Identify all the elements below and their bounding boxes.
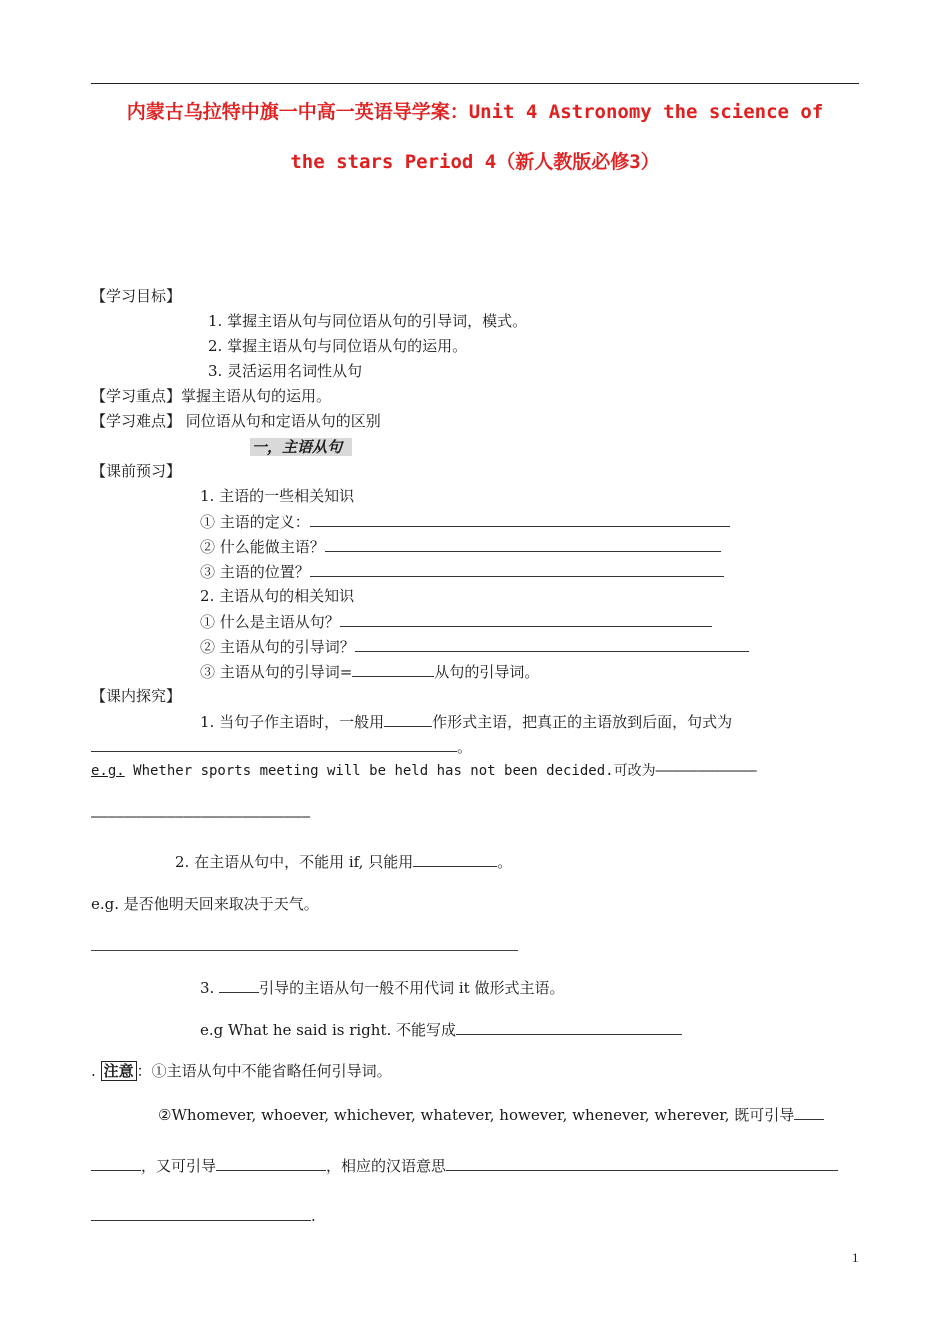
header-rule <box>91 83 859 84</box>
example-1-continuation: —————————————————————————— <box>91 809 311 825</box>
answer-blank[interactable] <box>91 1205 311 1221</box>
example-3: e.g What he said is right. 不能写成 <box>200 1019 682 1040</box>
answer-blank[interactable] <box>340 611 712 627</box>
answer-blank[interactable] <box>91 1155 141 1171</box>
key-point: 【学习重点】掌握主语从句的运用。 <box>91 387 332 405</box>
answer-blank[interactable] <box>384 711 432 727</box>
example-1: e.g. Whether sports meeting will be held has not been decided.可改为———————————— <box>91 763 757 779</box>
preview-label: 【课前预习】 <box>91 462 182 480</box>
preview-item-2b: ② 主语从句的引导词？ <box>200 636 749 657</box>
difficulty: 【学习难点】 同位语从句和定语从句的区别 <box>91 412 381 430</box>
note-1: . 注意 ：①主语从句中不能省略任何引导词。 <box>91 1062 392 1080</box>
answer-blank[interactable] <box>310 561 724 577</box>
preview-item-2: 2. 主语从句的相关知识 <box>200 587 355 605</box>
answer-blank[interactable] <box>91 736 457 752</box>
goals-label: 【学习目标】 <box>91 287 182 305</box>
answer-blank[interactable] <box>446 1155 838 1171</box>
preview-item-1: 1. 主语的一些相关知识 <box>200 487 355 505</box>
page-number: 1 <box>852 1250 859 1265</box>
preview-item-2c: ③ 主语从句的引导词= 从句的引导词。 <box>200 663 540 681</box>
title-line-2: the stars Period 4（新人教版必修3） <box>290 151 660 173</box>
answer-blank[interactable] <box>219 977 259 993</box>
answer-blank[interactable] <box>325 536 721 552</box>
explore-item-1: 1. 当句子作主语时，一般用 作形式主语，把真正的主语放到后面，句式为 <box>200 713 733 731</box>
explore-item-2: 2. 在主语从句中，不能用 if, 只能用 。 <box>175 853 513 871</box>
goal-3: 3. 灵活运用名词性从句 <box>208 362 363 380</box>
preview-item-1b: ② 什么能做主语？ <box>200 536 721 557</box>
explore-label: 【课内探究】 <box>91 687 182 705</box>
goal-1: 1. 掌握主语从句与同位语从句的引导词，模式。 <box>208 312 528 330</box>
title-line-1: 内蒙古乌拉特中旗一中高一英语导学案：Unit 4 Astronomy the science of <box>126 101 824 123</box>
note-3: ，又可引导 ，相应的汉语意思 <box>91 1155 838 1176</box>
section-heading: 一，主语从句 <box>250 438 352 456</box>
preview-item-2a: ① 什么是主语从句？ <box>200 611 712 632</box>
answer-blank[interactable] <box>216 1155 326 1171</box>
answer-blank[interactable] <box>456 1019 682 1035</box>
explore-item-3: 3. 引导的主语从句一般不用代词 it 做形式主语。 <box>200 979 565 997</box>
note-label: 注意 <box>101 1061 137 1081</box>
preview-item-1a: ① 主语的定义： <box>200 511 730 532</box>
answer-blank[interactable] <box>352 661 434 677</box>
answer-blank[interactable] <box>355 636 749 652</box>
answer-blank[interactable] <box>794 1104 824 1120</box>
explore-item-1-line: 。 <box>91 736 472 757</box>
answer-blank[interactable] <box>413 851 497 867</box>
answer-blank[interactable] <box>310 511 730 527</box>
note-2: ②Whomever, whoever, whichever, whatever, however, whenever, wherever, 既可引导 <box>158 1104 824 1125</box>
goal-2: 2. 掌握主语从句与同位语从句的运用。 <box>208 337 468 355</box>
note-4: . <box>91 1205 316 1226</box>
answer-line[interactable] <box>91 950 518 951</box>
preview-item-1c: ③ 主语的位置？ <box>200 561 724 582</box>
example-2: e.g. 是否他明天回来取决于天气。 <box>91 895 319 913</box>
